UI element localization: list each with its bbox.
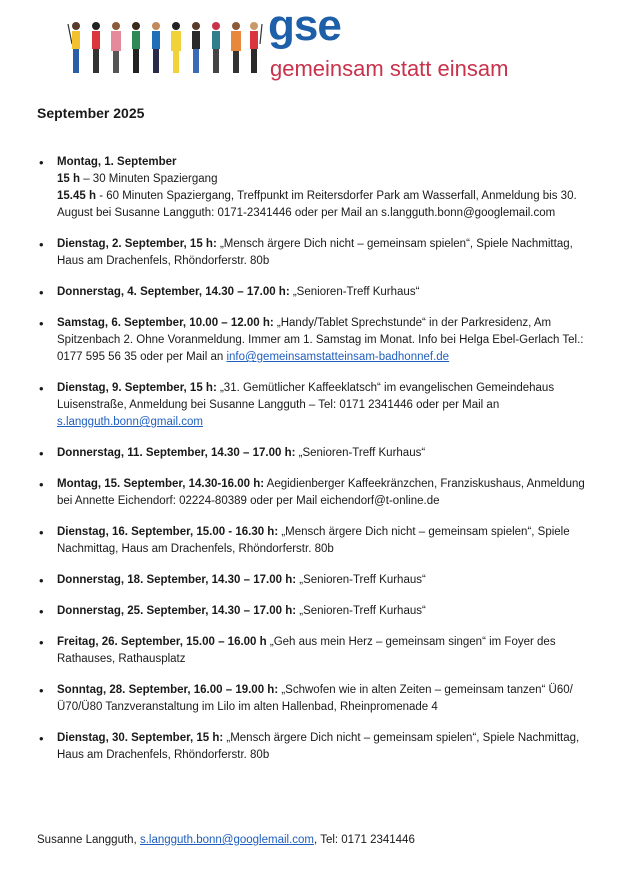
event-date: Dienstag, 30. September, 15 h: <box>57 732 224 744</box>
event-text: „Schwofen wie in alten Zeiten – gemeinsam tanzen“ Ü60/Ü70/Ü80 Tanzveranstaltung im Lilo im alten Hallenbad, Rheinpromenade 4 <box>57 684 573 713</box>
event-text: „Senioren-Treff Kurhaus“ <box>296 605 426 617</box>
list-item <box>37 315 597 366</box>
list-item <box>37 476 597 510</box>
header <box>0 0 621 90</box>
event-date: Montag, 15. September, 14.30-16.00 h: <box>57 478 265 490</box>
list-item <box>37 284 597 301</box>
page-title: September 2025 <box>37 105 145 121</box>
event-date: Samstag, 6. September, 10.00 – 12.00 h: <box>57 317 274 329</box>
list-item <box>37 236 597 270</box>
event-list <box>37 154 597 778</box>
event-date: Donnerstag, 11. September, 14.30 – 17.00 h: <box>57 447 296 459</box>
event-text: „Handy/Tablet Sprechstunde“ in der Parkresidenz, Am Spitzenbach 2. Ohne Voranmeldung. Immer am 1. Samstag im Monat. Info bei Helga Ebel-Gerlach Tel.: 0177 595 56 35 oder per Mail an <box>57 317 584 363</box>
footer-email-link[interactable]: s.langguth.bonn@googlemail.com <box>139 834 315 846</box>
list-item <box>37 634 597 668</box>
event-text: „Senioren-Treff Kurhaus“ <box>289 286 420 298</box>
list-item <box>37 682 597 716</box>
event-date: Donnerstag, 25. September, 14.30 – 17.00 h: <box>57 605 297 617</box>
logo-wordmark: gse <box>268 1 341 50</box>
event-date: Montag, 1. September <box>57 156 177 168</box>
footer-contact <box>37 832 415 849</box>
footer-tel: , Tel: 0171 2341446 <box>314 834 415 846</box>
event-date: Sonntag, 28. September, 16.00 – 19.00 h: <box>57 684 279 696</box>
email-link[interactable]: info@gemeinsamstatteinsam-badhonnef.de <box>226 351 450 363</box>
event-text: „Geh aus mein Herz – gemeinsam singen“ im Foyer des Rathauses, Rathausplatz <box>57 636 556 665</box>
logo-tagline: gemeinsam statt einsam <box>270 56 509 81</box>
event-text: „31. Gemütlicher Kaffeeklatsch“ im evangelischen Gemeindehaus Luisenstraße, Anmeldung bei Susanne Langguth – Tel: 0171 2341446 oder per Mail an <box>57 382 555 411</box>
event-date: Donnerstag, 18. September, 14.30 – 17.00 h: <box>57 574 297 586</box>
list-item <box>37 524 597 558</box>
list-item <box>37 154 597 222</box>
event-text: „Senioren-Treff Kurhaus“ <box>296 574 426 586</box>
event-time: 15.45 h <box>57 190 96 202</box>
event-text: „Mensch ärgere Dich nicht – gemeinsam spielen“, Spiele Nachmittag, Haus am Drachenfels, Rhöndorferstr. 80b <box>57 732 580 761</box>
event-text: – 30 Minuten Spaziergang <box>80 173 218 185</box>
event-text: „Senioren-Treff Kurhaus“ <box>295 447 426 459</box>
people-holding-hands-logo-icon <box>64 14 264 78</box>
event-date: Dienstag, 2. September, 15 h: <box>57 238 217 250</box>
event-text: „Mensch ärgere Dich nicht – gemeinsam spielen“, Spiele Nachmittag, Haus am Drachenfels, Rhöndorferstr. 80b <box>57 526 570 555</box>
list-item <box>37 380 597 431</box>
list-item <box>37 572 597 589</box>
list-item <box>37 445 597 462</box>
event-date: Freitag, 26. September, 15.00 – 16.00 h <box>57 636 267 648</box>
event-text: „Mensch ärgere Dich nicht – gemeinsam spielen“, Spiele Nachmittag, Haus am Drachenfels, Rhöndorferstr. 80b <box>57 238 573 267</box>
event-date: Dienstag, 9. September, 15 h: <box>57 382 217 394</box>
event-text: - 60 Minuten Spaziergang, Treffpunkt im Reitersdorfer Park am Wasserfall, Anmeldung bis 30. August bei Susanne Langguth: 0171-2341446 oder per Mail an s.langguth.bonn@googlemail.com <box>57 190 577 219</box>
event-time: 15 h <box>57 173 81 185</box>
list-item <box>37 603 597 620</box>
event-date: Donnerstag, 4. September, 14.30 – 17.00 h: <box>57 286 290 298</box>
email-link[interactable]: s.langguth.bonn@gmail.com <box>57 416 203 428</box>
list-item <box>37 730 597 764</box>
event-text: Aegidienberger Kaffeekränzchen, Franziskushaus, Anmeldung bei Annette Eichendorf: 02224-80389 oder per Mail eichendorf@t-online.de <box>57 478 585 507</box>
event-date: Dienstag, 16. September, 15.00 - 16.30 h: <box>57 526 279 538</box>
footer-name: Susanne Langguth, <box>37 834 140 846</box>
